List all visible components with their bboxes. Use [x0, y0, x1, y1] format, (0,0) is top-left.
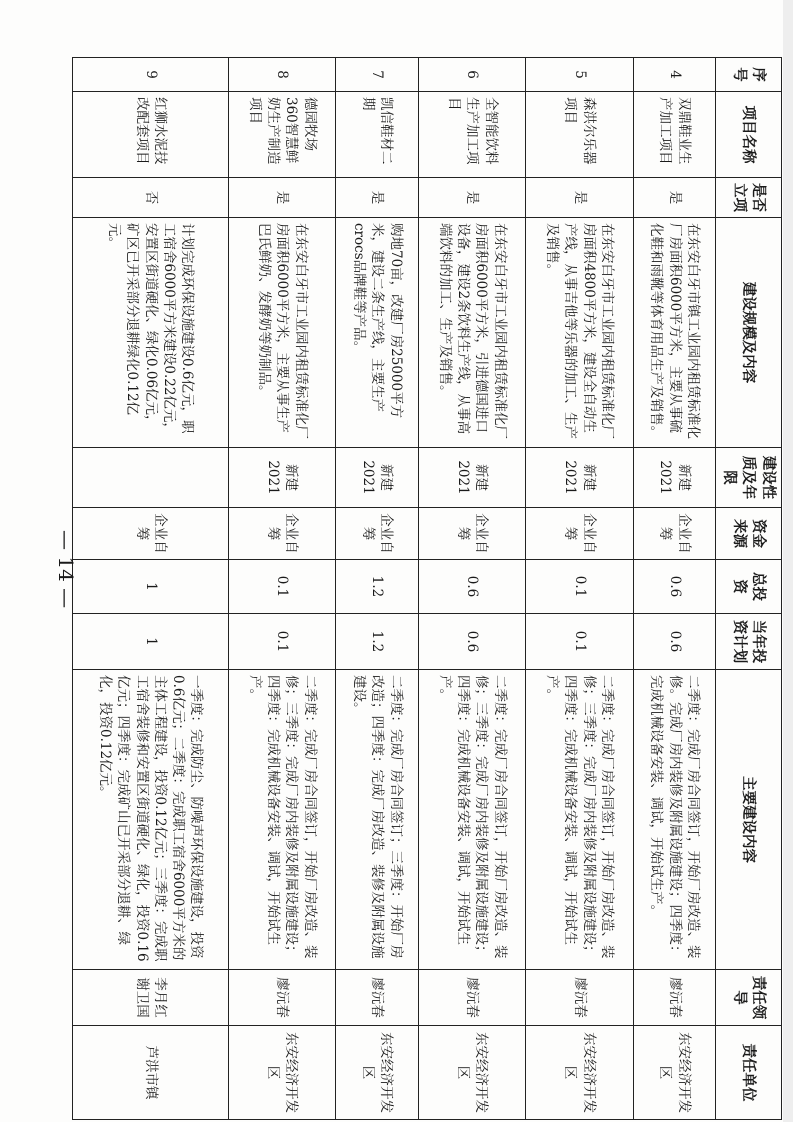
cell-name: 全智能饮料生产加工项目 — [419, 92, 526, 178]
cell-nature: 新建 2021 — [419, 448, 526, 508]
cell-source: 企业自筹 — [419, 508, 526, 560]
cell-leader: 廖沅春 — [526, 970, 633, 1026]
cell-total: 0.1 — [526, 560, 633, 614]
cell-source: 企业自筹 — [336, 508, 419, 560]
cell-leader: 廖沅春 — [419, 970, 526, 1026]
cell-leader: 廖沅春 — [229, 970, 336, 1026]
cell-plan: 1 — [73, 614, 229, 670]
rotated-table-wrapper — [72, 57, 782, 1119]
cell-seq: 8 — [229, 58, 336, 92]
cell-source: 企业自筹 — [229, 508, 336, 560]
cell-scale: 在东安白牙市工业园内租赁标准化厂房面积6000平方米，主要从事生产巴氏鲜奶、发酵奶等奶制品。 — [229, 218, 336, 448]
cell-content: 二季度：完成厂房合同签订，开始厂房改造、装修；三季度：完成厂房内装修及附属设施建设；四季度：完成机械设备安装、调试，开始试生产。 — [229, 670, 336, 970]
header-seq: 序号 — [716, 58, 782, 92]
cell-unit: 东安经济开发区 — [336, 1026, 419, 1120]
cell-nature: 新建 2021 — [526, 448, 633, 508]
cell-seq: 9 — [73, 58, 229, 92]
cell-content: 二季度：完成厂房合同签订，开始厂房改造、装修。完成厂房内装修及附属设施建设；四季度：完成机械设备安装、调试，开始试生产。 — [633, 670, 716, 970]
cell-plan: 1.2 — [336, 614, 419, 670]
cell-content: 二季度：完成厂房合同签订，开始厂房改造、装修；三季度：完成厂房内装修及附属设施建设；四季度：完成机械设备安装、调试，开始试生产。 — [526, 670, 633, 970]
cell-leader: 李月红 谢卫国 — [73, 970, 229, 1026]
header-approved: 是否立项 — [716, 178, 782, 218]
cell-content: 一季度：完成防尘、防噪声环保设施建设，投资0.6亿元；二季度：完成职工宿舍6000平方米的主体工程建设，投资0.12亿元；三季度：完成职工宿舍装修和安置区街道硬化、绿化，投资0.16亿元；四季度：完成矿山已开采部分退耕、绿化，投资0.12亿元。 — [73, 670, 229, 970]
header-leader: 责任领导 — [716, 970, 782, 1026]
cell-seq: 7 — [336, 58, 419, 92]
cell-scale: 在东安白牙市工业园内租赁标准化厂房面积4800平方米，建设全自动生产线，从事吉他等乐器的加工、生产及销售。 — [526, 218, 633, 448]
header-total: 总投资 — [716, 560, 782, 614]
cell-plan: 0.6 — [419, 614, 526, 670]
cell-scale: 在东安白牙市工业园内租赁标准化厂房面积6000平方米，引进德国进口设备，建设2条饮料生产线，从事高端饮料的加工、生产及销售。 — [419, 218, 526, 448]
page-edge-shadow — [783, 0, 793, 1122]
header-row — [716, 58, 782, 1120]
cell-scale: 在东安白牙市镇工业园内租赁标准化厂房面积6000平方米，主要从事硫化鞋和雨靴等体育用品生产及销售。 — [633, 218, 716, 448]
cell-nature: 新建 2021 — [336, 448, 419, 508]
cell-name: 红狮水泥技改配套项目 — [73, 92, 229, 178]
cell-scale: 计划完成环保设施建设0.6亿元，职工宿舍6000平方米建设0.22亿元，安置区街道硬化、绿化0.06亿元，矿区已开采部分退耕绿化0.12亿元。 — [73, 218, 229, 448]
table-row — [526, 58, 633, 1120]
cell-leader: 廖沅春 — [633, 970, 716, 1026]
cell-source: 企业自筹 — [73, 508, 229, 560]
cell-seq: 6 — [419, 58, 526, 92]
header-unit: 责任单位 — [716, 1026, 782, 1120]
cell-nature: 新建 2021 — [633, 448, 716, 508]
cell-name: 森洪尔乐器项目 — [526, 92, 633, 178]
cell-name: 凯信鞋材二期 — [336, 92, 419, 178]
cell-unit: 东安经济开发区 — [633, 1026, 716, 1120]
cell-unit: 芦洪市镇 — [73, 1026, 229, 1120]
table-row — [336, 58, 419, 1120]
cell-name: 双鼎鞋业生产加工项目 — [633, 92, 716, 178]
header-name: 项目名称 — [716, 92, 782, 178]
cell-total: 0.1 — [229, 560, 336, 614]
cell-seq: 4 — [633, 58, 716, 92]
cell-approved: 是 — [633, 178, 716, 218]
table-row — [419, 58, 526, 1120]
cell-unit: 东安经济开发区 — [419, 1026, 526, 1120]
cell-total: 0.6 — [633, 560, 716, 614]
header-source: 资金来源 — [716, 508, 782, 560]
cell-source: 企业自筹 — [633, 508, 716, 560]
cell-plan: 0.1 — [526, 614, 633, 670]
cell-unit: 东安经济开发区 — [526, 1026, 633, 1120]
cell-source: 企业自筹 — [526, 508, 633, 560]
cell-unit: 东安经济开发区 — [229, 1026, 336, 1120]
cell-approved: 是 — [419, 178, 526, 218]
cell-content: 二季度：完成厂房合同签订，开始厂房改造、装修；三季度：完成厂房内装修及附属设施建设；四季度：完成机械设备安装、调试，开始试生产。 — [419, 670, 526, 970]
cell-plan: 0.6 — [633, 614, 716, 670]
table-row — [633, 58, 716, 1120]
cell-scale: 购地70亩，改建厂房25000平方米，建设二条生产线，主要生产crocs品牌鞋等产品。 — [336, 218, 419, 448]
cell-seq: 5 — [526, 58, 633, 92]
cell-total: 0.6 — [419, 560, 526, 614]
header-scale: 建设规模及内容 — [716, 218, 782, 448]
cell-leader: 廖沅春 — [336, 970, 419, 1026]
table-row — [73, 58, 229, 1120]
cell-total: 1.2 — [336, 560, 419, 614]
cell-approved: 是 — [336, 178, 419, 218]
project-table — [72, 57, 782, 1120]
header-nature: 建设性质及年限 — [716, 448, 782, 508]
cell-name: 德园牧场360智慧鲜奶生产制造项目 — [229, 92, 336, 178]
header-content: 主要建设内容 — [716, 670, 782, 970]
cell-plan: 0.1 — [229, 614, 336, 670]
cell-approved: 否 — [73, 178, 229, 218]
cell-total: 1 — [73, 560, 229, 614]
cell-content: 二季度：完成厂房合同签订；三季度：开始厂房改造；四季度：完成厂房改造、装修及附属设施建设。 — [336, 670, 419, 970]
cell-approved: 是 — [229, 178, 336, 218]
page-number: — 14 — — [54, 530, 78, 609]
cell-nature — [73, 448, 229, 508]
table-row — [229, 58, 336, 1120]
cell-approved: 是 — [526, 178, 633, 218]
page-number-box — [52, 530, 82, 610]
cell-nature: 新建 2021 — [229, 448, 336, 508]
header-plan: 当年投资计划 — [716, 614, 782, 670]
